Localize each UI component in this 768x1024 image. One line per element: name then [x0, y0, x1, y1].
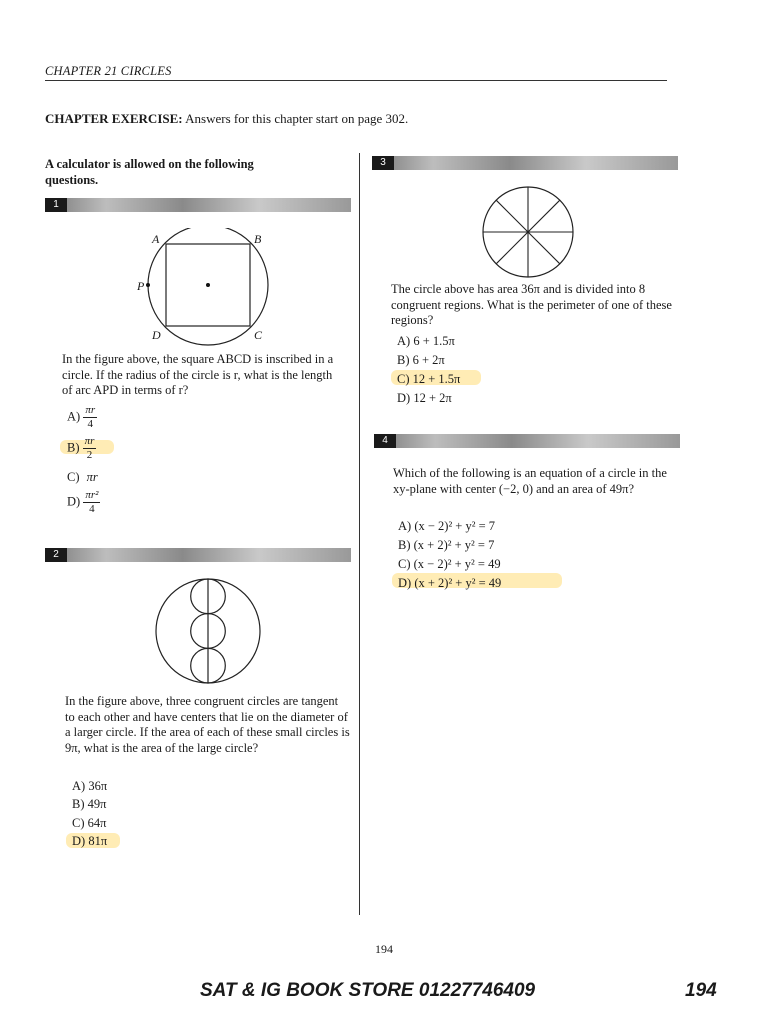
q3-option-b[interactable]: B) 6 + 2π: [397, 353, 445, 367]
q2-option-c[interactable]: C) 64π: [72, 816, 107, 830]
question-3-bar: [372, 156, 678, 170]
denominator: 2: [86, 449, 93, 461]
label-b: B: [254, 232, 262, 246]
denominator: 4: [87, 418, 93, 430]
label-c: C: [254, 328, 263, 342]
q3-option-d[interactable]: D) 12 + 2π: [397, 391, 452, 405]
question-2-bar: [45, 548, 351, 562]
option-value: πr: [86, 470, 98, 484]
numerator: πr: [85, 404, 96, 416]
header-rule: [45, 80, 667, 81]
q1-option-b[interactable]: [67, 435, 96, 462]
label-a: A: [152, 232, 160, 246]
fraction: [83, 489, 100, 516]
calculator-note: A calculator is allowed on the following questions.: [45, 157, 254, 187]
option-letter: B): [67, 440, 80, 455]
store-footer: SAT & IG BOOK STORE 01227746409: [200, 980, 536, 1001]
label-d: D: [152, 328, 161, 342]
question-1-figure: [140, 228, 290, 348]
q3-option-a[interactable]: A) 6 + 1.5π: [397, 334, 455, 348]
option-letter: C): [67, 470, 80, 484]
denominator: 4: [89, 503, 95, 515]
question-1-number: 1: [45, 198, 67, 212]
question-4-number: 4: [374, 434, 396, 448]
q3-option-c[interactable]: C) 12 + 1.5π: [397, 372, 461, 386]
question-3-figure: [480, 184, 576, 280]
page-number: 194: [375, 942, 393, 956]
q4-option-a[interactable]: A) (x − 2)² + y² = 7: [398, 519, 496, 533]
question-2-number: 2: [45, 548, 67, 562]
fraction: [83, 404, 97, 431]
q1-point-p: [146, 283, 150, 287]
chapter-header: CHAPTER 21 CIRCLES: [45, 64, 172, 78]
column-divider: [359, 153, 360, 915]
q4-option-d[interactable]: D) (x + 2)² + y² = 49: [398, 576, 502, 590]
question-4-bar: [374, 434, 680, 448]
question-1-bar: [45, 198, 351, 212]
option-letter: A): [67, 409, 81, 424]
option-letter: D): [67, 494, 81, 509]
q2-option-b[interactable]: B) 49π: [72, 797, 107, 811]
q4-option-c[interactable]: C) (x − 2)² + y² = 49: [398, 557, 501, 571]
q4-option-b[interactable]: B) (x + 2)² + y² = 7: [398, 538, 495, 552]
q1-center-dot: [206, 283, 210, 287]
question-3-number: 3: [372, 156, 394, 170]
exercise-text: Answers for this chapter start on page 302.: [182, 111, 409, 126]
exercise-heading: [45, 111, 408, 127]
footer-page-number: 194: [685, 980, 717, 1001]
q1-option-d[interactable]: [67, 489, 100, 516]
q2-option-a[interactable]: A) 36π: [72, 779, 108, 793]
question-2-text: In the figure above, three congruent circles are tangent to each other and have centers that lie on the diameter of a larger circle. If the area of each of these small circles is 9π, what is the area of the large circle?: [65, 694, 350, 755]
numerator: πr²: [85, 489, 99, 501]
q2-option-d[interactable]: D) 81π: [72, 834, 108, 848]
q1-option-a[interactable]: [67, 404, 97, 431]
question-3-text: The circle above has area 36π and is divided into 8 congruent regions. What is the perimeter of one of these regions?: [391, 282, 672, 327]
question-4-text: Which of the following is an equation of a circle in the xy-plane with center (−2, 0) and an area of 49π?: [393, 466, 667, 496]
numerator: πr: [84, 435, 95, 447]
label-p: P: [137, 279, 145, 293]
fraction: [83, 435, 97, 462]
exercise-label: CHAPTER EXERCISE:: [45, 111, 183, 126]
question-1-text: In the figure above, the square ABCD is inscribed in a circle. If the radius of the circle is r, what is the length of arc APD in terms of r?: [62, 352, 334, 397]
q1-option-c[interactable]: [67, 469, 98, 485]
question-2-figure: [145, 578, 271, 688]
